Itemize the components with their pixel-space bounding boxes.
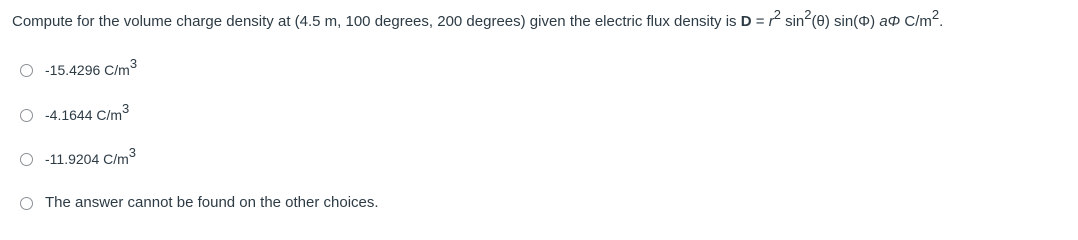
sin-phi-text: sin(Φ)	[829, 13, 880, 30]
r-exponent: 2	[773, 7, 781, 22]
radio-button-icon[interactable]	[20, 153, 33, 166]
sin-text: sin	[780, 13, 805, 30]
radio-button-icon[interactable]	[20, 109, 33, 122]
answer-label: -4.1644 $C/m^3$	[45, 101, 130, 123]
equals-sign: =	[751, 13, 769, 30]
radio-button-icon[interactable]	[20, 64, 33, 77]
unit-exponent: 2	[931, 7, 940, 22]
answer-option-1[interactable]	[20, 58, 137, 82]
answer-label: The answer cannot be found on the other choices.	[45, 194, 379, 211]
answer-option-3[interactable]	[20, 147, 136, 171]
radio-button-icon[interactable]	[20, 197, 33, 210]
flux-density-symbol: D	[740, 13, 752, 30]
r-variable: r	[768, 13, 774, 30]
sin-exponent: 2	[804, 7, 812, 22]
answer-label: -11.9204 $C/m^3$	[45, 145, 137, 167]
answer-exponent: 3	[128, 145, 137, 161]
question-text	[12, 7, 944, 34]
answer-exponent: 3	[122, 101, 130, 117]
question-end: .	[939, 13, 944, 30]
answer-exponent: 3	[129, 56, 138, 72]
answer-option-2[interactable]	[20, 103, 129, 127]
question-prefix: Compute for the volume charge density at (4.5 m, 100 degrees, 200 degrees) given the electric flux density is	[12, 13, 741, 30]
unit-vector-a-phi: aΦ	[879, 13, 901, 30]
theta-argument: (θ)	[811, 13, 830, 30]
unit-text: C/m	[900, 13, 932, 30]
answer-label: -15.4296 $C/m^3$	[45, 56, 138, 78]
answer-option-4[interactable]	[20, 191, 379, 215]
